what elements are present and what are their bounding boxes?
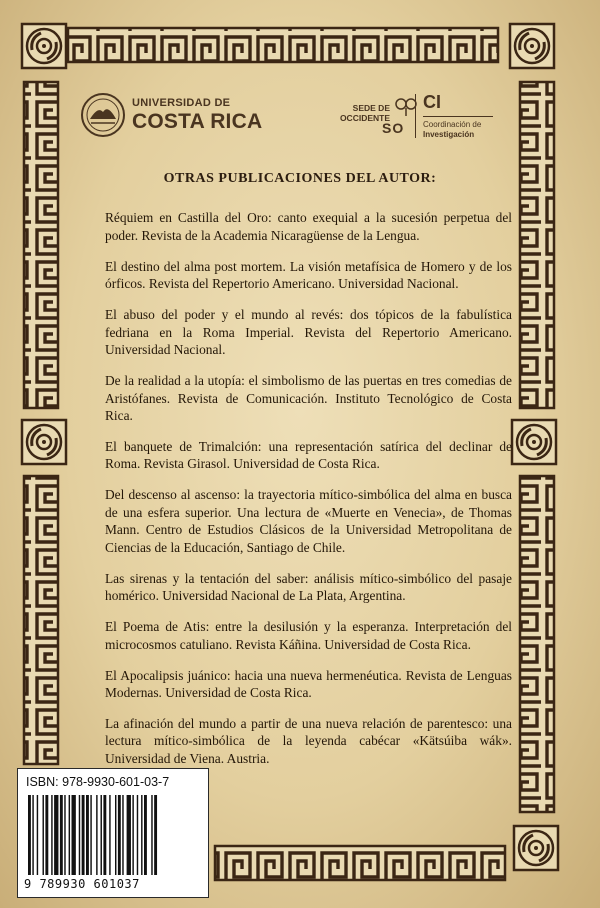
publication-item: El destino del alma post mortem. La visión metafísica de Homero y de los órficos. Revista del Repertorio Americano. Universidad Nacional. <box>105 258 512 292</box>
ci-rule <box>423 116 493 117</box>
ucr-logo <box>80 92 262 138</box>
publication-item: El abuso del poder y el mundo al revés: dos tópicos de la fabulística fedriana en la Roma Imperial. Revista del Repertorio Americano. Universidad Nacional. <box>105 307 512 358</box>
isbn-digits: 9 789930 601037 <box>24 877 140 891</box>
ci-divider <box>415 94 416 138</box>
publication-list <box>105 196 512 780</box>
barcode-icon <box>28 795 198 875</box>
page-heading: OTRAS PUBLICACIONES DEL AUTOR: <box>163 171 437 186</box>
publication-item: El Apocalipsis juánico: hacia una nueva hermenéutica. Revista de Lenguas Modernas. Universidad de Costa Rica. <box>105 667 512 701</box>
logos-row <box>80 92 520 152</box>
ci-mark: CI <box>423 92 441 112</box>
publication-item: Las sirenas y la tentación del saber: análisis mítico-simbólico del pasaje homérico. Universidad Nacional de La Plata, Argentina. <box>105 570 512 604</box>
publication-item: La afinación del mundo a partir de una nueva relación de parentesco: una lectura mítico-simbólica de la leyenda cabécar «Kätsúiba wák». Universidad de Viena. Austria. <box>105 715 512 766</box>
sede-line2: OCCIDENTE <box>339 112 390 123</box>
publication-item: El Poema de Atis: entre la desilusión y la esperanza. Interpretación del microcosmos catuliano. Revista Káñina. Universidad de Costa Rica. <box>105 619 512 652</box>
ucr-seal-icon <box>80 92 126 138</box>
ucr-name-line2: COSTA RICA <box>132 110 263 133</box>
rosette-icon <box>22 24 66 68</box>
isbn-barcode-box <box>17 768 209 898</box>
publication-item: El banquete de Trimalción: una representación satírica del declinar de Roma. Revista Girasol. Universidad de Costa Rica. <box>105 438 512 472</box>
sede-mark: SO <box>382 120 405 136</box>
ci-line1: Coordinación de <box>423 120 482 129</box>
rosette-icon <box>512 420 556 464</box>
publication-item: Réquiem en Castilla del Oro: canto exequial a la sucesión perpetua del poder. Revista de la Academia Nicaragüense de la Lengua. <box>105 210 512 243</box>
rosette-icon <box>510 24 554 68</box>
publication-item: De la realidad a la utopía: el simbolismo de las puertas en tres comedias de Aristófanes. Revista de Comunicación. Instituto Tecnológico de Costa Rica. <box>105 373 512 424</box>
isbn-label: ISBN: 978-9930-601-03-7 <box>26 775 170 789</box>
rosette-icon <box>22 420 66 464</box>
rosette-icon <box>514 826 558 870</box>
publication-item: Del descenso al ascenso: la trayectoria mítico-simbólica del alma en busca de una esfera superior. Una lectura de «Muerte en Venecia», de Thomas Mann. Centro de Estudios Clásicos de la Universidad Metropolitana de Ciencias de la Educación, Santiago de Chile. <box>105 487 512 555</box>
ucr-name-line1: UNIVERSIDAD DE <box>132 97 231 109</box>
ci-line2: Investigación <box>423 130 475 139</box>
sede-line1: SEDE DE <box>352 103 390 113</box>
